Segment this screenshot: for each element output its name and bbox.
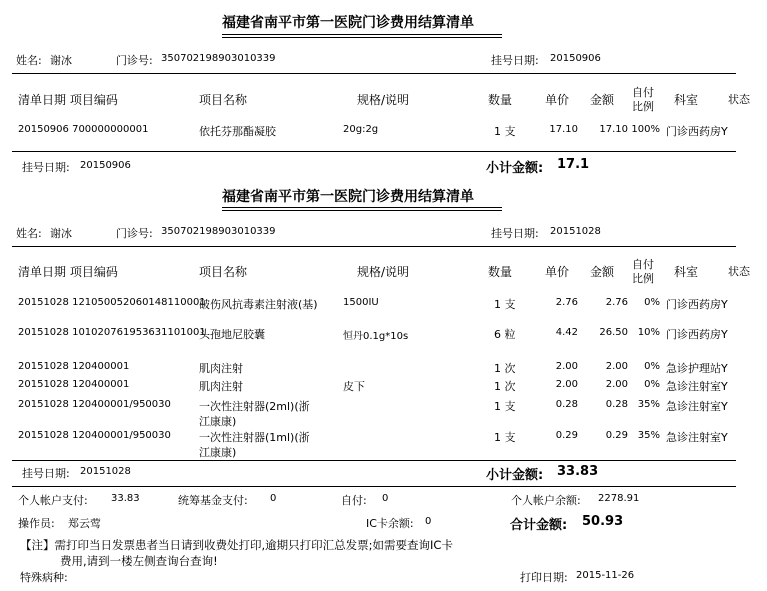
- row-item-cont: 江康康): [199, 446, 237, 459]
- row-amount: 2.76: [605, 297, 628, 308]
- bill1-col-price: 单价: [545, 93, 570, 107]
- row-date-code: 20151028 121050052060148110001: [18, 297, 206, 308]
- row-dept: 急诊护理站Y: [666, 362, 728, 375]
- row-date-code: 20151028 120400001: [18, 361, 130, 372]
- bill1-footer-reg-date: 20150906: [80, 160, 131, 171]
- row-dept: 急诊注射室Y: [666, 400, 728, 413]
- row-price: 4.42: [555, 327, 578, 338]
- row-date-code: 20151028 120400001/950030: [18, 430, 171, 441]
- total: 50.93: [582, 514, 624, 529]
- row-amount: 2.00: [605, 379, 628, 390]
- personal-pay: 33.83: [111, 493, 140, 504]
- row-amount: 0.28: [605, 399, 628, 410]
- row-price: 17.10: [549, 124, 578, 135]
- row-amount: 2.00: [605, 361, 628, 372]
- bill2-title: 福建省南平市第一医院门诊费用结算清单: [222, 189, 474, 205]
- bill2-reg-date: 20151028: [550, 226, 601, 237]
- row-dept: 门诊西药房Y: [666, 328, 728, 341]
- balance: 2278.91: [598, 493, 640, 504]
- row-qty: 1 支: [494, 298, 516, 311]
- row-amount: 0.29: [605, 430, 628, 441]
- ic-balance-label: IC卡余额:: [366, 517, 414, 530]
- operator-label: 操作员:: [18, 517, 55, 530]
- bill1-col-selfpay-2: 比例: [632, 100, 654, 113]
- row-price: 2.00: [555, 361, 578, 372]
- bill2-clinic-label: 门诊号:: [116, 227, 153, 240]
- row-item-cont: 江康康): [199, 415, 237, 428]
- row-item: 依托芬那酯凝胶: [199, 125, 276, 138]
- bill2-col-qty: 数量: [488, 265, 513, 279]
- row-item: 头孢地尼胶囊: [199, 328, 265, 341]
- row-ratio: 0%: [644, 361, 660, 372]
- bill2-col-price: 单价: [545, 265, 570, 279]
- bill1-col-qty: 数量: [488, 93, 513, 107]
- row-date-code: 20151028 120400001/950030: [18, 399, 171, 410]
- bill2-col-status: 状态: [728, 265, 750, 278]
- bill2-name-label: 姓名:: [16, 227, 42, 240]
- bill1-col-status: 状态: [728, 93, 750, 106]
- row-item: 肌肉注射: [199, 380, 243, 393]
- self-pay: 0: [382, 493, 389, 504]
- bill1-col-spec: 规格/说明: [357, 93, 410, 107]
- row-dept: 急诊注射室Y: [666, 431, 728, 444]
- row-dept: 急诊注射室Y: [666, 380, 728, 393]
- row-item: 破伤风抗毒素注射液(基): [199, 298, 318, 311]
- bill2-col-amount: 金额: [590, 265, 615, 279]
- bill2-col-spec: 规格/说明: [357, 265, 410, 279]
- row-ratio: 35%: [637, 399, 660, 410]
- row-amount: 26.50: [599, 327, 628, 338]
- bill2-reg-label: 挂号日期:: [491, 227, 539, 240]
- row-ratio: 0%: [644, 379, 660, 390]
- bill1-clinic-label: 门诊号:: [116, 54, 153, 67]
- row-date-code: 20151028 120400001: [18, 379, 130, 390]
- row-qty: 6 粒: [494, 328, 516, 341]
- bill1-name: 谢冰: [50, 54, 72, 67]
- bill2-col-item: 项目名称: [199, 265, 248, 279]
- bill1-footer-reg-label: 挂号日期:: [22, 161, 70, 174]
- row-price: 2.76: [555, 297, 578, 308]
- row-ratio: 10%: [637, 327, 660, 338]
- balance-label: 个人帐户余额:: [511, 494, 581, 507]
- row-date-code: 20151028 101020761953631101001: [18, 327, 206, 338]
- row-price: 2.00: [555, 379, 578, 390]
- row-date-code: 20150906 700000000001: [18, 124, 149, 135]
- bill2-subtotal: 33.83: [557, 464, 599, 479]
- bill2-footer-reg-label: 挂号日期:: [22, 467, 70, 480]
- bill2-subtotal-label: 小计金额:: [486, 468, 544, 483]
- row-item: 一次性注射器(1ml)(浙: [199, 431, 310, 444]
- bill1-title: 福建省南平市第一医院门诊费用结算清单: [222, 15, 474, 31]
- personal-pay-label: 个人帐户支付:: [18, 494, 88, 507]
- row-price: 0.29: [555, 430, 578, 441]
- row-ratio: 100%: [631, 124, 660, 135]
- row-ratio: 35%: [637, 430, 660, 441]
- row-spec: 皮下: [343, 380, 365, 393]
- row-dept: 门诊西药房Y: [666, 298, 728, 311]
- row-qty: 1 支: [494, 125, 516, 138]
- bill2-name: 谢冰: [50, 227, 72, 240]
- fund-pay-label: 统筹基金支付:: [178, 494, 248, 507]
- print-date: 2015-11-26: [576, 570, 635, 581]
- bill2-col-selfpay-2: 比例: [632, 272, 654, 285]
- bill2-col-selfpay-1: 自付: [632, 258, 654, 271]
- bill1-col-amount: 金额: [590, 93, 615, 107]
- print-date-label: 打印日期:: [520, 571, 568, 584]
- row-spec: 1500IU: [343, 297, 379, 308]
- bill2-clinic-no: 350702198903010339: [161, 226, 276, 237]
- bill1-col-dept: 科室: [674, 93, 699, 107]
- row-ratio: 0%: [644, 297, 660, 308]
- bill1-clinic-no: 350702198903010339: [161, 53, 276, 64]
- special-disease-label: 特殊病种:: [20, 571, 68, 584]
- total-label: 合计金额:: [510, 518, 568, 533]
- bill1-reg-date: 20150906: [550, 53, 601, 64]
- fund-pay: 0: [270, 493, 277, 504]
- row-dept: 门诊西药房Y: [666, 125, 728, 138]
- operator: 郑云莺: [68, 517, 101, 530]
- bill1-col-date-code: 清单日期 项目编码: [18, 93, 118, 107]
- row-price: 0.28: [555, 399, 578, 410]
- bill1-reg-label: 挂号日期:: [491, 54, 539, 67]
- row-qty: 1 次: [494, 362, 516, 375]
- row-amount: 17.10: [599, 124, 628, 135]
- row-spec: 20g:2g: [343, 124, 379, 135]
- row-qty: 1 次: [494, 380, 516, 393]
- row-spec: 恒丹0.1g*10s: [343, 331, 409, 342]
- self-pay-label: 自付:: [341, 494, 367, 507]
- note-line-2: 费用,请到一楼左侧查询台查询!: [60, 554, 218, 568]
- bill2-col-date-code: 清单日期 项目编码: [18, 265, 118, 279]
- row-qty: 1 支: [494, 431, 516, 444]
- note-line-1: 【注】需打印当日发票患者当日请到收费处打印,逾期只打印汇总发票;如需要查询IC卡: [20, 538, 453, 552]
- bill2-col-dept: 科室: [674, 265, 699, 279]
- bill2-footer-reg-date: 20151028: [80, 466, 131, 477]
- bill1-col-item: 项目名称: [199, 93, 248, 107]
- bill1-name-label: 姓名:: [16, 54, 42, 67]
- row-item: 肌肉注射: [199, 362, 243, 375]
- bill1-col-selfpay-1: 自付: [632, 86, 654, 99]
- ic-balance: 0: [425, 516, 432, 527]
- row-item: 一次性注射器(2ml)(浙: [199, 400, 310, 413]
- bill1-subtotal: 17.1: [557, 157, 590, 172]
- bill1-subtotal-label: 小计金额:: [486, 161, 544, 176]
- row-qty: 1 支: [494, 400, 516, 413]
